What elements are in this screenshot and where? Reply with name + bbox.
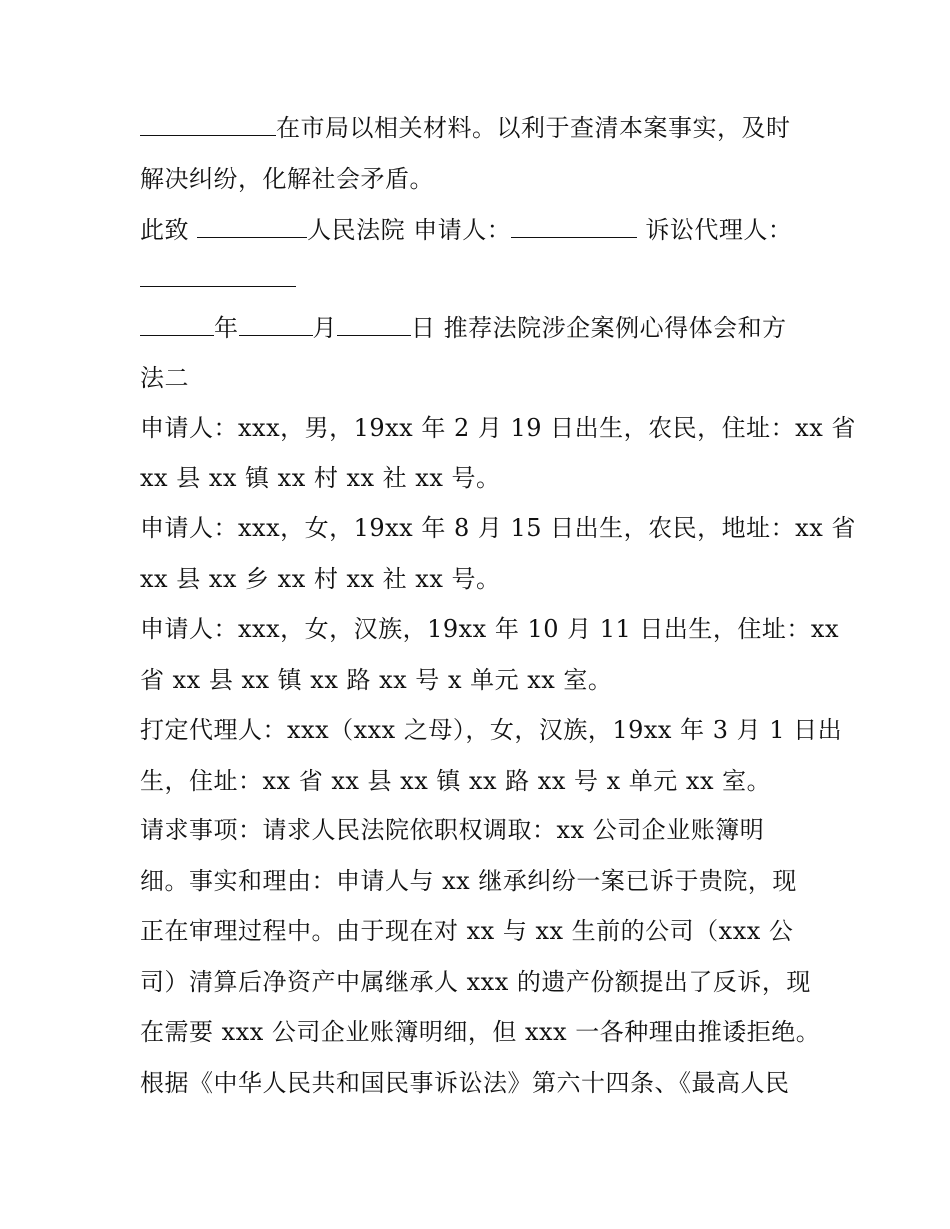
text-line-6: 法二 [140,364,189,392]
text-line-17: 正在审理过程中。由于现在对 xx 与 xx 生前的公司（xxx 公 [140,917,794,945]
text-line-8: xx 县 xx 镇 xx 村 xx 社 xx 号。 [140,464,501,492]
text-line-7: 申请人：xxx，男，19xx 年 2 月 19 日出生，农民，住址：xx 省 [140,414,856,442]
text-line-5 [140,313,787,343]
text-line-1 [140,113,791,143]
text-line-13: 打定代理人：xxx（xxx 之母），女，汉族，19xx 年 3 月 1 日出 [140,716,843,744]
text-line-16: 细。事实和理由：申请人与 xx 继承纠纷一案已诉于贵院，现 [140,867,797,895]
line-text: 年 [214,314,239,342]
fill-blank [239,313,313,336]
line-text: 月 [312,314,337,342]
fill-blank [197,215,307,238]
fill-blank [140,264,296,287]
text-line-2: 解决纠纷，化解社会矛盾。 [140,165,434,193]
text-line-11: 申请人：xxx，女，汉族，19xx 年 10 月 11 日出生，住址：xx [140,615,840,643]
text-line-20: 根据《中华人民共和国民事诉讼法》第六十四条、《最高人民 [140,1069,790,1097]
line-text: 日 推荐法院涉企案例心得体会和方 [411,314,787,342]
fill-blank [140,113,276,136]
line-text: 在市局以相关材料。以利于查清本案事实，及时 [276,114,791,142]
text-line-14: 生，住址：xx 省 xx 县 xx 镇 xx 路 xx 号 x 单元 xx 室。 [140,767,772,795]
text-line-19: 在需要 xxx 公司企业账簿明细，但 xxx 一各种理由推诿拒绝。 [140,1018,821,1046]
fill-blank [140,313,214,336]
text-line-15: 请求事项：请求人民法院依职权调取：xx 公司企业账簿明 [140,816,765,844]
text-line-10: xx 县 xx 乡 xx 村 xx 社 xx 号。 [140,565,501,593]
text-line-9: 申请人：xxx，女，19xx 年 8 月 15 日出生，农民，地址：xx 省 [140,514,856,542]
text-line-12: 省 xx 县 xx 镇 xx 路 xx 号 x 单元 xx 室。 [140,666,613,694]
text-line-18: 司）清算后净资产中属继承人 xxx 的遗产份额提出了反诉，现 [140,968,811,996]
text-line-3 [140,215,792,245]
fill-blank [511,215,637,238]
line-text: 诉讼代理人： [637,216,793,244]
line-text: 人民法院 申请人： [307,216,512,244]
text-line-4 [140,264,296,294]
line-text: 此致 [140,216,198,244]
fill-blank [337,313,411,336]
